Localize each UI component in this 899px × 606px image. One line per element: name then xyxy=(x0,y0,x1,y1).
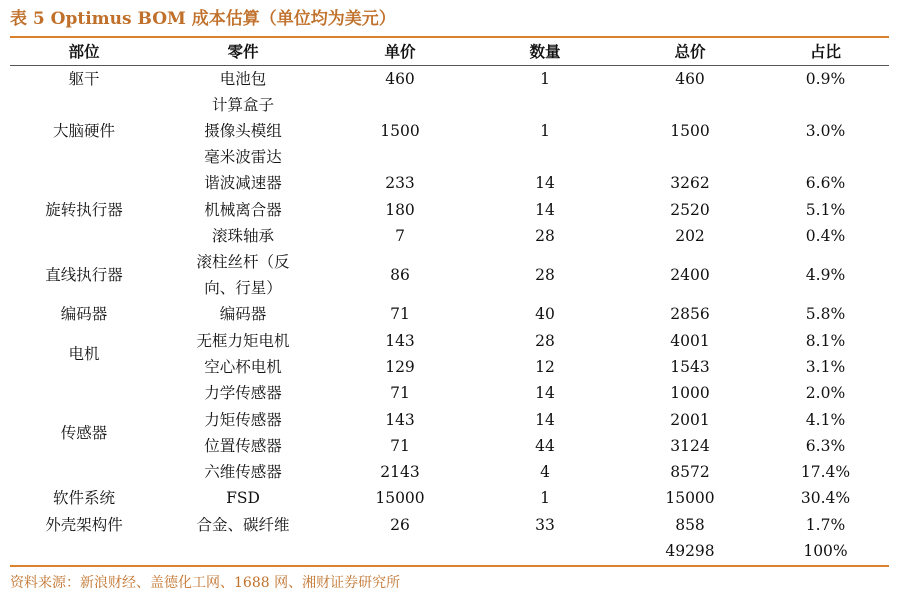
cell-share: 1.7% xyxy=(805,515,846,534)
component-line: 毫米波雷达 xyxy=(204,148,282,167)
cell-total: 460 xyxy=(675,70,705,89)
cell-qty: 14 xyxy=(535,384,555,403)
cell-part: 大脑硬件 xyxy=(52,122,115,141)
cell-qty: 14 xyxy=(535,410,555,429)
cell-component: 力学传感器 xyxy=(204,384,282,403)
cell-component: 滚珠轴承 xyxy=(211,227,274,246)
cell-total-sum: 49298 xyxy=(665,542,715,560)
cell-qty: 28 xyxy=(535,227,555,246)
cell-total: 15000 xyxy=(665,489,715,508)
table-row xyxy=(10,327,889,353)
table-row xyxy=(10,485,889,511)
header-row xyxy=(10,38,889,66)
cell-share: 0.4% xyxy=(805,227,846,246)
cell-total: 2856 xyxy=(670,305,710,324)
cell-unit-price: 129 xyxy=(385,357,415,376)
header-total: 总价 xyxy=(618,38,762,66)
table-row xyxy=(10,249,889,301)
cell-total: 3262 xyxy=(670,174,710,193)
cell-unit-price: 7 xyxy=(395,227,405,246)
cell-component: 六维传感器 xyxy=(204,463,282,482)
cell-unit-price: 143 xyxy=(385,410,415,429)
cell-component: 电池包 xyxy=(219,70,267,89)
cell-component: 合金、碳纤维 xyxy=(196,515,290,534)
cell-share: 2.0% xyxy=(805,384,846,403)
cell-qty: 28 xyxy=(535,266,555,285)
cell-unit-price: 86 xyxy=(390,266,410,285)
table-row xyxy=(10,66,889,93)
cell-part: 躯干 xyxy=(68,70,100,89)
table-row xyxy=(10,92,889,170)
source-note: 资料来源：新浪财经、盖德化工网、1688 网、湘财证券研究所 xyxy=(10,575,401,591)
cell-share: 4.9% xyxy=(805,266,846,285)
cell-unit-price: 71 xyxy=(390,305,410,324)
cell-share: 0.9% xyxy=(805,70,846,89)
cell-qty: 33 xyxy=(535,515,555,534)
cell-qty: 4 xyxy=(540,463,550,482)
table-row xyxy=(10,301,889,327)
cell-component: 位置传感器 xyxy=(204,436,282,455)
cell-component: 谐波减速器 xyxy=(204,174,282,193)
cell-qty: 44 xyxy=(535,436,555,455)
cell-part: 软件系统 xyxy=(52,489,115,508)
cell-component xyxy=(158,249,328,301)
cell-component: 空心杯电机 xyxy=(204,357,282,376)
cell-qty: 12 xyxy=(535,357,555,376)
cell-component: FSD xyxy=(226,489,260,508)
cell-share: 3.0% xyxy=(805,122,846,141)
cell-part: 旋转执行器 xyxy=(45,200,123,219)
cell-component: 力矩传感器 xyxy=(204,410,282,429)
cell-share: 6.3% xyxy=(805,436,846,455)
cell-total: 4001 xyxy=(670,331,710,350)
cell-component xyxy=(158,538,328,564)
cell-unit-price xyxy=(328,538,472,564)
cell-share: 5.8% xyxy=(805,305,846,324)
cell-unit-price: 1500 xyxy=(380,122,420,141)
cell-unit-price: 71 xyxy=(390,384,410,403)
cell-share-sum: 100% xyxy=(803,542,848,560)
cell-component xyxy=(158,92,328,170)
header-component: 零件 xyxy=(158,38,328,66)
cell-total: 8572 xyxy=(670,463,710,482)
cell-component: 无框力矩电机 xyxy=(196,331,290,350)
cell-unit-price: 26 xyxy=(390,515,410,534)
cell-share: 5.1% xyxy=(805,200,846,219)
header-qty: 数量 xyxy=(472,38,618,66)
table-title: 表 5 Optimus BOM 成本估算（单位均为美元） xyxy=(10,9,396,29)
header-part: 部位 xyxy=(10,38,158,66)
bom-cost-table xyxy=(10,38,889,564)
cell-total: 1500 xyxy=(670,122,710,141)
cell-qty: 1 xyxy=(540,70,550,89)
cell-component: 编码器 xyxy=(219,305,267,324)
cell-total: 2001 xyxy=(670,410,710,429)
cell-part: 传感器 xyxy=(60,423,108,442)
cell-unit-price: 180 xyxy=(385,200,415,219)
header-share: 占比 xyxy=(762,38,889,66)
cell-part: 编码器 xyxy=(60,305,108,324)
component-line: 摄像头模组 xyxy=(204,122,282,141)
cell-part: 外壳架构件 xyxy=(45,515,123,534)
cell-part xyxy=(10,538,158,564)
cell-unit-price: 143 xyxy=(385,331,415,350)
cell-qty: 14 xyxy=(535,174,555,193)
cell-unit-price: 460 xyxy=(385,70,415,89)
table-row xyxy=(10,170,889,196)
cell-total: 2520 xyxy=(670,200,710,219)
cell-unit-price: 2143 xyxy=(380,463,420,482)
cell-total: 202 xyxy=(675,227,705,246)
sum-row xyxy=(10,538,889,564)
cell-unit-price: 233 xyxy=(385,174,415,193)
cell-share: 8.1% xyxy=(805,331,846,350)
cell-total: 3124 xyxy=(670,436,710,455)
cell-qty: 1 xyxy=(540,489,550,508)
component-line: 滚柱丝杆（反 xyxy=(196,253,290,272)
cell-qty xyxy=(472,538,618,564)
cell-qty: 28 xyxy=(535,331,555,350)
cell-share: 30.4% xyxy=(800,489,851,508)
header-unit-price: 单价 xyxy=(328,38,472,66)
component-line: 计算盒子 xyxy=(211,96,274,115)
cell-qty: 40 xyxy=(535,305,555,324)
cell-total: 1000 xyxy=(670,384,710,403)
cell-qty: 14 xyxy=(535,200,555,219)
cell-qty: 1 xyxy=(540,122,550,141)
cell-share: 17.4% xyxy=(800,463,851,482)
component-line: 向、行星） xyxy=(204,279,282,298)
cell-share: 3.1% xyxy=(805,357,846,376)
cell-total: 858 xyxy=(675,515,705,534)
cell-share: 6.6% xyxy=(805,174,846,193)
cell-part: 直线执行器 xyxy=(45,266,123,285)
cell-unit-price: 15000 xyxy=(375,489,425,508)
cell-total: 2400 xyxy=(670,266,710,285)
table-row xyxy=(10,512,889,538)
cell-total: 1543 xyxy=(670,357,710,376)
bottom-rule xyxy=(10,565,889,567)
table-row xyxy=(10,380,889,406)
cell-unit-price: 71 xyxy=(390,436,410,455)
cell-component: 机械离合器 xyxy=(204,200,282,219)
cell-share: 4.1% xyxy=(805,410,846,429)
cell-part: 电机 xyxy=(68,344,100,363)
